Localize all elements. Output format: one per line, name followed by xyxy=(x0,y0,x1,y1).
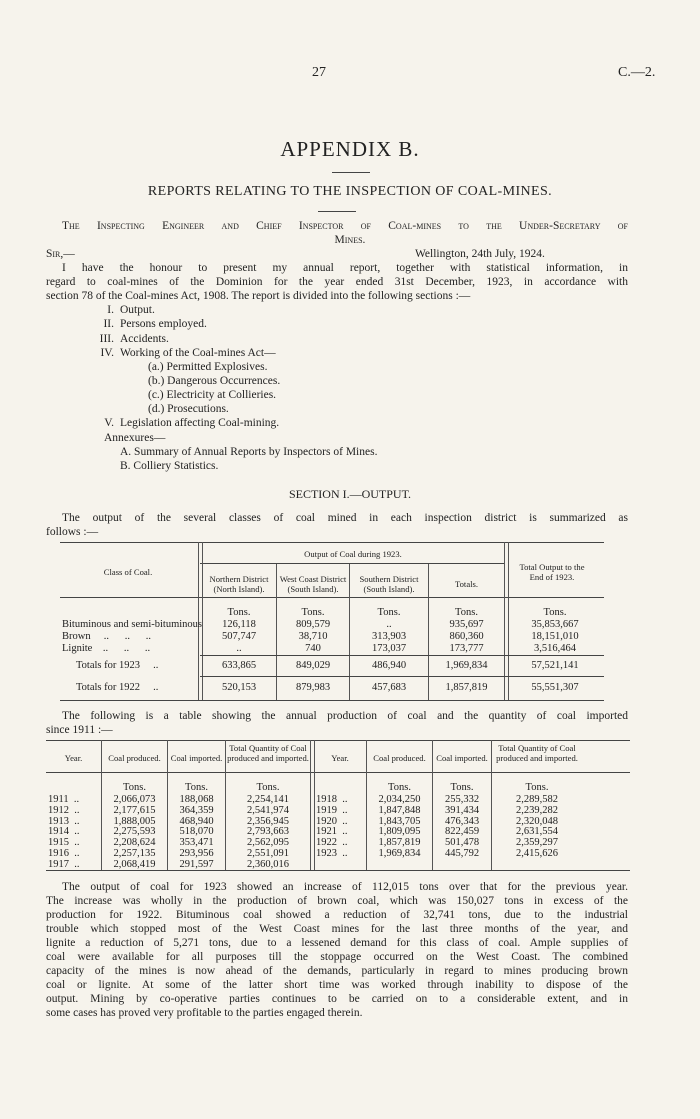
table-cell: 2,254,141 xyxy=(247,794,289,805)
unit-label: Tons. xyxy=(525,782,549,793)
year-cell: 1920 .. xyxy=(316,815,348,827)
cell: 18,151,010 xyxy=(531,631,579,642)
cell: 809,579 xyxy=(295,619,331,630)
letter-address-cont: Mines. xyxy=(334,234,366,246)
year-cell: 1912 .. xyxy=(48,804,80,816)
unit-label: Tons. xyxy=(185,782,208,793)
header-total-quantity: Total Quantity of Coal produced and imported. xyxy=(227,743,309,763)
cell: 457,683 xyxy=(371,682,407,693)
cell: 126,118 xyxy=(222,619,256,630)
unit-label: Tons. xyxy=(123,782,146,793)
section-item: Working of the Coal-mines Act— xyxy=(120,347,276,359)
table-cell: 2,289,582 xyxy=(516,794,558,805)
subsection-item: (c.) Electricity at Collieries. xyxy=(148,389,277,401)
table-cell: 1,809,095 xyxy=(378,826,421,838)
year-cell: 1919 .. xyxy=(316,804,348,816)
appendix-title: APPENDIX B. xyxy=(280,137,420,161)
cell: 173,037 xyxy=(371,643,407,654)
document-code: C.—2. xyxy=(618,65,656,80)
table-cell: 2,793,663 xyxy=(247,826,289,838)
table-cell: 255,332 xyxy=(444,794,480,805)
subtitle-divider xyxy=(318,211,356,212)
cell: 1,857,819 xyxy=(445,682,488,693)
year-cell: 1914 .. xyxy=(48,826,80,838)
unit-label: Tons. xyxy=(450,782,474,793)
cell: 879,983 xyxy=(295,682,331,693)
table-cell: 2,239,282 xyxy=(516,804,558,816)
intro-line: follows :— xyxy=(46,526,99,538)
para3-line: The output of coal for 1923 showed an increase of 112,015 tons over that for the previous year. xyxy=(62,881,628,893)
cell: 740 xyxy=(305,643,321,654)
cell: 3,516,464 xyxy=(534,643,576,654)
table-cell: 2,541,974 xyxy=(247,804,289,816)
totals-label: Totals for 1922 .. xyxy=(76,682,159,693)
table-cell: 2,415,626 xyxy=(516,848,558,859)
section-item: Accidents. xyxy=(120,333,169,345)
year-cell: 1923 .. xyxy=(316,848,348,859)
cell: 633,865 xyxy=(221,660,257,671)
table-cell: 2,177,615 xyxy=(113,804,156,816)
para3-line: production for 1922. Bituminous coal showed a reduction of 32,741 tons, due to the industrial xyxy=(46,909,628,921)
unit-label: Tons. xyxy=(301,607,325,618)
table-cell: 2,356,945 xyxy=(247,815,289,827)
table-bottom-rule xyxy=(60,700,604,701)
unit-label: Tons. xyxy=(388,782,411,793)
subsection-item: (d.) Prosecutions. xyxy=(148,403,229,415)
section-item: Output. xyxy=(120,304,155,316)
unit-label: Tons. xyxy=(455,607,478,618)
section-num: III. xyxy=(99,333,114,345)
table-cell: 2,257,135 xyxy=(113,848,156,859)
header-year: Year. xyxy=(331,753,349,763)
para2-line: since 1911 :— xyxy=(46,724,113,736)
table-cell: 822,459 xyxy=(444,826,480,838)
row-label: Brown .. .. .. xyxy=(62,631,151,642)
cell: 849,029 xyxy=(295,660,331,671)
annexures-label: Annexures— xyxy=(104,432,166,444)
table-cell: 391,434 xyxy=(444,804,480,816)
unit-label: Tons. xyxy=(543,607,567,618)
letter-para-line: regard to coal-mines of the Dominion for the year ended 31st December, 1923, in accordance with xyxy=(46,276,628,288)
table-cell: 2,360,016 xyxy=(247,858,289,870)
table-cell: 476,343 xyxy=(444,815,480,827)
section-num: I. xyxy=(107,304,114,316)
header-northern: Northern District (North Island). xyxy=(209,574,269,594)
table-cell: 2,275,593 xyxy=(113,826,156,838)
header-total-quantity: Total Quantity of Coal produced and imported. xyxy=(496,743,578,763)
cell: 935,697 xyxy=(449,619,484,630)
row-label: Lignite .. .. .. xyxy=(62,643,151,654)
year-cell: 1921 .. xyxy=(316,826,348,838)
table-cell: 2,066,073 xyxy=(113,794,156,805)
table-cell: 293,956 xyxy=(179,848,214,859)
section-heading: SECTION I.—OUTPUT. xyxy=(288,487,412,501)
letter-para-line: I have the honour to present my annual report, together with statistical information, in xyxy=(62,262,628,274)
para3-line: output. Mining by co-operative parties continues to be carried on to a considerable extent, and in xyxy=(46,993,628,1005)
year-cell: 1915 .. xyxy=(48,837,80,849)
header-class-of-coal: Class of Coal. xyxy=(103,567,153,577)
year-cell: 1918 .. xyxy=(316,794,348,805)
annexure-item: B. Colliery Statistics. xyxy=(120,460,219,472)
unit-label: Tons. xyxy=(227,607,251,618)
table-cell: 501,478 xyxy=(444,837,480,849)
cell: 520,153 xyxy=(221,682,257,693)
cell: 507,747 xyxy=(221,631,257,642)
table-cell: 2,034,250 xyxy=(378,794,421,805)
table-cell: 2,631,554 xyxy=(516,826,558,838)
para2-line: The following is a table showing the annual production of coal and the quantity of coal imported xyxy=(62,710,628,722)
table-cell: 2,320,048 xyxy=(516,815,558,827)
section-num: V. xyxy=(104,417,114,429)
table-cell: 2,208,624 xyxy=(113,837,156,849)
table-header-rule xyxy=(60,597,604,598)
report-title: REPORTS RELATING TO THE INSPECTION OF COAL-MINES. xyxy=(147,184,553,199)
header-total-output: Total Output to the End of 1923. xyxy=(519,562,585,582)
totals-label: Totals for 1923 .. xyxy=(76,660,159,671)
cell: .. xyxy=(236,643,242,654)
letter-para-line: section 78 of the Coal-mines Act, 1908. The report is divided into the following sections :— xyxy=(46,290,471,302)
table-header-rule xyxy=(46,772,630,773)
cell: 313,903 xyxy=(371,631,407,642)
year-cell: 1917 .. xyxy=(48,858,80,870)
table-cell: 1,888,005 xyxy=(113,815,156,827)
table-cell: 445,792 xyxy=(444,848,480,859)
header-output-group: Output of Coal during 1923. xyxy=(304,549,402,559)
header-produced: Coal produced. xyxy=(108,753,161,763)
cell: 173,777 xyxy=(449,643,484,654)
year-cell: 1913 .. xyxy=(48,815,80,827)
header-imported: Coal imported. xyxy=(170,753,223,763)
unit-label: Tons. xyxy=(377,607,401,618)
cell: 55,551,307 xyxy=(531,682,579,693)
table-cell: 364,359 xyxy=(179,804,214,816)
section-num: IV. xyxy=(100,347,114,359)
cell: 35,853,667 xyxy=(531,619,579,630)
para3-line: lignite a reduction of 5,271 tons, due to a lessened demand for this class of coal. Ample supplies of xyxy=(46,937,628,949)
table-top-rule xyxy=(60,542,604,543)
table-top-rule xyxy=(46,740,630,741)
para3-line: coal were available for all purposes till the stoppage occurred on the West Coast. The combined xyxy=(46,951,628,963)
cell: 860,360 xyxy=(449,631,484,642)
year-cell: 1911 .. xyxy=(48,794,80,805)
table-cell: 518,070 xyxy=(179,826,214,838)
row-label: Bituminous and semi-bituminous xyxy=(62,619,203,630)
table-bottom-rule xyxy=(46,870,630,871)
header-year: Year. xyxy=(64,753,83,763)
table-cell: 353,471 xyxy=(179,837,214,849)
para3-line: some cases has proved very profitable to the parties engaged therein. xyxy=(46,1007,363,1019)
letter-address: The Inspecting Engineer and Chief Inspector of Coal-mines to the Under-Secretary of xyxy=(62,220,628,232)
section-item: Legislation affecting Coal-mining. xyxy=(120,417,280,429)
annexure-item: A. Summary of Annual Reports by Inspectors of Mines. xyxy=(120,446,378,458)
table-group-rule xyxy=(200,563,504,564)
section-item: Persons employed. xyxy=(120,318,207,330)
subsection-item: (a.) Permitted Explosives. xyxy=(148,361,268,373)
para3-line: coal or lignite. At some of the latter short time was worked through inability to dispose of the xyxy=(46,979,628,991)
header-produced: Coal produced. xyxy=(373,753,426,763)
para3-line: capacity of the mines is now ahead of the demands, particularly in regard to mines producing brown xyxy=(46,965,628,977)
section-num: II. xyxy=(103,318,114,330)
table-cell: 1,969,834 xyxy=(378,848,421,859)
cell: 486,940 xyxy=(371,660,407,671)
page-number: 27 xyxy=(312,65,326,80)
cell: 38,710 xyxy=(298,631,328,642)
table-cell: 1,843,705 xyxy=(378,815,421,827)
table-cell: 2,068,419 xyxy=(113,858,156,870)
cell: 57,521,141 xyxy=(531,660,579,671)
table-cell: 188,068 xyxy=(179,794,214,805)
table-cell: 291,597 xyxy=(179,858,214,870)
table-cell: 2,359,297 xyxy=(516,837,558,849)
cell: 1,969,834 xyxy=(445,660,488,671)
para3-line: trouble which stopped most of the West Coast mines for the last three months of the year, and xyxy=(46,923,628,935)
para3-line: The increase was wholly in the production of brown coal, which was 150,027 tons in excess of the xyxy=(46,895,628,907)
intro-line: The output of the several classes of coal mined in each inspection district is summarized as xyxy=(62,512,628,524)
totals-rule xyxy=(200,676,604,677)
cell: .. xyxy=(386,619,392,630)
year-cell: 1922 .. xyxy=(316,837,348,849)
table-cell: 468,940 xyxy=(179,815,214,827)
table-cell: 1,857,819 xyxy=(378,837,421,849)
header-west-coast: West Coast District (South Island). xyxy=(279,574,347,594)
table-cell: 1,847,848 xyxy=(378,804,421,816)
salutation: Sir,— xyxy=(46,248,75,260)
header-southern: Southern District (South Island). xyxy=(359,574,419,594)
table-cell: 2,551,091 xyxy=(247,848,289,859)
unit-label: Tons. xyxy=(256,782,280,793)
year-cell: 1916 .. xyxy=(48,848,80,859)
header-imported: Coal imported. xyxy=(436,753,488,763)
table-cell: 2,562,095 xyxy=(247,837,289,849)
subsection-item: (b.) Dangerous Occurrences. xyxy=(148,375,281,387)
title-divider xyxy=(332,172,370,173)
place-date: Wellington, 24th July, 1924. xyxy=(415,248,545,260)
header-totals: Totals. xyxy=(454,579,479,589)
